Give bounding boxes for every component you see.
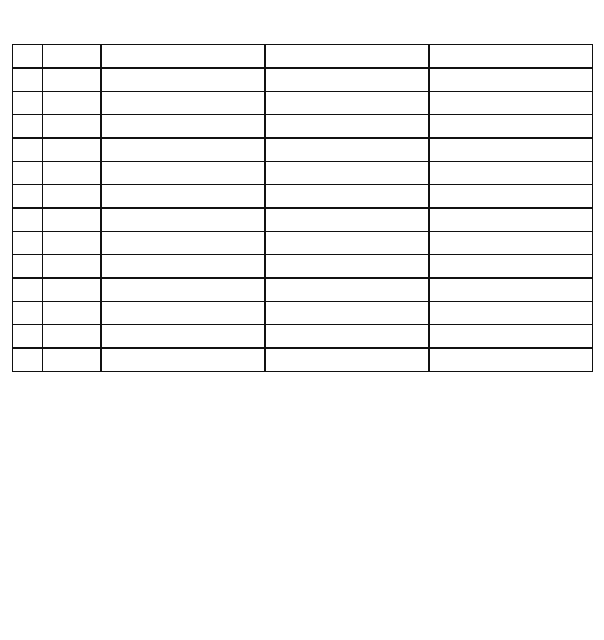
corner-cell-kind — [43, 45, 101, 69]
court-a-cell — [101, 325, 265, 349]
row-kind — [43, 302, 101, 325]
court-c-cell — [429, 278, 593, 302]
court-b-header — [265, 45, 429, 69]
slot-label — [13, 162, 43, 185]
row-kind — [43, 92, 101, 115]
row-kind — [43, 232, 101, 255]
court-c-cell — [429, 115, 593, 139]
row-kind — [43, 68, 101, 92]
court-a-header — [101, 45, 265, 69]
schedule-table — [12, 44, 593, 372]
slot-label — [13, 325, 43, 349]
schedule-row — [13, 302, 593, 325]
court-a-cell — [101, 232, 265, 255]
slot-label — [13, 138, 43, 162]
row-kind — [43, 278, 101, 302]
slot-label — [13, 278, 43, 302]
court-c-cell — [429, 162, 593, 185]
slot-label — [13, 255, 43, 279]
court-b-cell — [265, 348, 429, 372]
court-b-cell — [265, 208, 429, 232]
court-c-cell — [429, 138, 593, 162]
court-b-cell — [265, 92, 429, 115]
schedule-row — [13, 68, 593, 92]
court-a-cell — [101, 302, 265, 325]
slot-label — [13, 302, 43, 325]
schedule-row — [13, 185, 593, 209]
court-b-cell — [265, 68, 429, 92]
slot-label — [13, 115, 43, 139]
schedule-row — [13, 115, 593, 139]
court-c-cell — [429, 92, 593, 115]
row-kind — [43, 208, 101, 232]
slot-label — [13, 208, 43, 232]
court-a-cell — [101, 278, 265, 302]
slot-label — [13, 92, 43, 115]
slot-label — [13, 232, 43, 255]
court-c-cell — [429, 255, 593, 279]
row-kind — [43, 185, 101, 209]
court-c-cell — [429, 302, 593, 325]
court-b-cell — [265, 325, 429, 349]
schedule-row — [13, 278, 593, 302]
court-c-cell — [429, 325, 593, 349]
row-kind — [43, 348, 101, 372]
slot-label — [13, 68, 43, 92]
court-c-cell — [429, 208, 593, 232]
court-a-cell — [101, 185, 265, 209]
court-b-cell — [265, 115, 429, 139]
court-a-cell — [101, 92, 265, 115]
court-b-cell — [265, 255, 429, 279]
court-c-cell — [429, 185, 593, 209]
slot-label — [13, 185, 43, 209]
court-a-cell — [101, 255, 265, 279]
court-b-cell — [265, 232, 429, 255]
schedule-row — [13, 255, 593, 279]
court-c-cell — [429, 348, 593, 372]
court-a-cell — [101, 208, 265, 232]
header-row — [13, 45, 593, 69]
schedule-row — [13, 208, 593, 232]
court-c-header — [429, 45, 593, 69]
row-kind — [43, 325, 101, 349]
row-kind — [43, 115, 101, 139]
court-a-cell — [101, 115, 265, 139]
corner-cell — [13, 45, 43, 69]
schedule-row — [13, 162, 593, 185]
court-b-cell — [265, 302, 429, 325]
row-kind — [43, 255, 101, 279]
court-c-cell — [429, 68, 593, 92]
court-b-cell — [265, 138, 429, 162]
slot-label — [13, 348, 43, 372]
schedule-row — [13, 232, 593, 255]
schedule-row — [13, 325, 593, 349]
court-a-cell — [101, 138, 265, 162]
row-kind — [43, 138, 101, 162]
schedule-row — [13, 92, 593, 115]
court-b-cell — [265, 162, 429, 185]
row-kind — [43, 162, 101, 185]
schedule-row — [13, 348, 593, 372]
court-a-cell — [101, 68, 265, 92]
court-a-cell — [101, 162, 265, 185]
schedule-row — [13, 138, 593, 162]
court-b-cell — [265, 278, 429, 302]
court-b-cell — [265, 185, 429, 209]
court-a-cell — [101, 348, 265, 372]
court-c-cell — [429, 232, 593, 255]
